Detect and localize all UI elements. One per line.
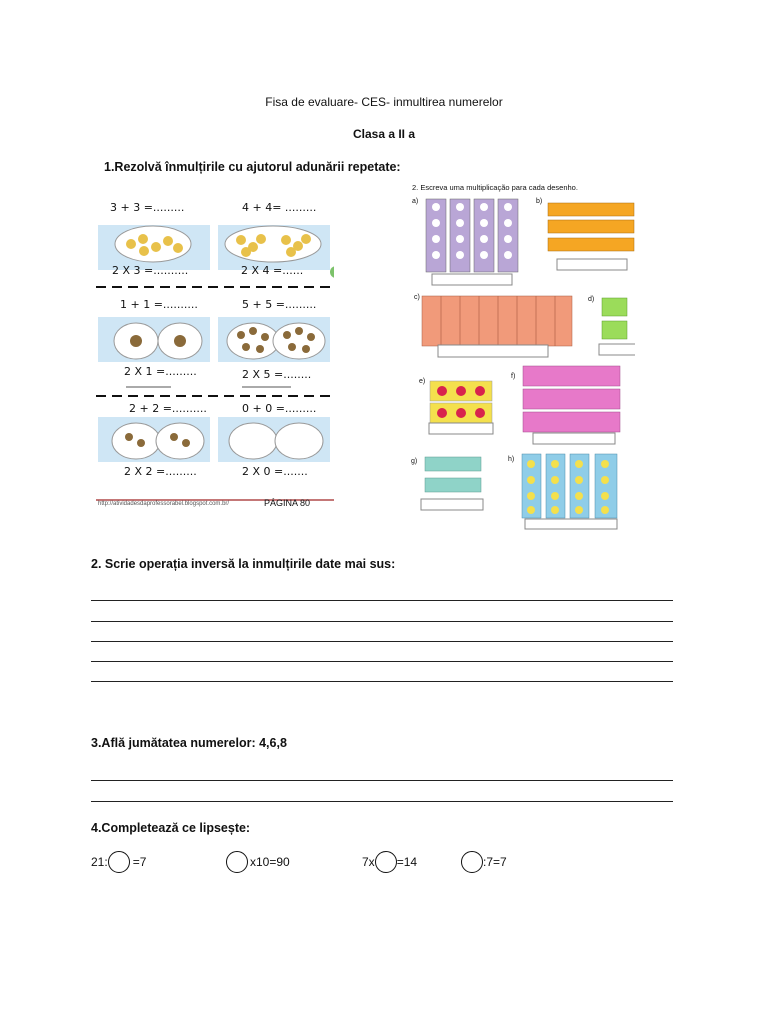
q4-item-1-before: 21: [91, 855, 108, 869]
answer-line[interactable] [91, 641, 673, 642]
answer-line[interactable] [91, 661, 673, 662]
label-g: g) [411, 458, 418, 465]
worksheet-left [96, 195, 334, 513]
q4-item-2-after: x10=90 [250, 855, 290, 869]
answer-line[interactable] [91, 801, 673, 802]
blank-circle[interactable] [461, 851, 483, 873]
q4-heading: 4.Completează ce lipsește: [91, 821, 251, 835]
q4-item-1 [91, 851, 146, 873]
worksheet-right-heading: 2. Escreva uma multiplicação para cada desenho. [412, 183, 578, 192]
answer-line[interactable] [91, 681, 673, 682]
q4-item-3-after: =14 [396, 855, 418, 869]
exercise-mul-2: 2 X 4 =...... [241, 264, 304, 277]
label-f: f) [511, 373, 516, 380]
exercise-mul-1: 2 X 3 =.......... [112, 264, 189, 277]
q4-item-1-after: =7 [132, 855, 147, 869]
label-h: h) [508, 456, 515, 463]
page-title: Fisa de evaluare- CES- inmultirea numerelor [265, 95, 503, 109]
exercise-sum-3: 1 + 1 =.......... [120, 298, 198, 311]
blank-circle[interactable] [226, 851, 248, 873]
exercise-sum-6: 0 + 0 =......... [242, 402, 317, 415]
q2-heading: 2. Scrie operația inversă la inmulțirile date mai sus: [91, 557, 396, 571]
exercise-sum-4: 5 + 5 =......... [242, 298, 317, 311]
q4-item-4 [461, 851, 507, 873]
worksheet-right-art [405, 183, 635, 533]
exercise-mul-6: 2 X 0 =....... [242, 465, 308, 478]
blank-circle[interactable] [108, 851, 130, 873]
label-c: c) [414, 294, 420, 301]
label-a: a) [412, 198, 419, 205]
q1-heading: 1.Rezolvă înmulțirile cu ajutorul adunării repetate: [104, 160, 401, 174]
source-url: http://atividadesdaprofessorabel.blogspot.com.br/ [98, 501, 230, 507]
q4-item-4-after: :7=7 [483, 855, 507, 869]
label-b: b) [536, 198, 543, 205]
q4-item-3-before: 7x [362, 855, 375, 869]
page-number: PÁGINA 80 [264, 498, 311, 508]
label-d: d) [588, 296, 595, 303]
blank-circle[interactable] [375, 851, 397, 873]
answer-line[interactable] [91, 600, 673, 601]
exercise-mul-5: 2 X 2 =......... [124, 465, 197, 478]
q4-item-2 [226, 851, 290, 873]
exercise-mul-4: 2 X 5 =........ [242, 368, 312, 381]
exercise-sum-2: 4 + 4= ......... [242, 201, 317, 214]
exercise-sum-1: 3 + 3 =......... [110, 201, 185, 214]
answer-line[interactable] [91, 780, 673, 781]
worksheet-right [405, 183, 635, 533]
exercise-mul-3: 2 X 1 =......... [124, 365, 197, 378]
exercise-sum-5: 2 + 2 =.......... [129, 402, 207, 415]
q4-item-3 [362, 851, 417, 873]
label-e: e) [419, 378, 426, 385]
q3-heading: 3.Află jumătatea numerelor: 4,6,8 [91, 736, 287, 750]
class-label: Clasa a II a [352, 127, 416, 141]
answer-line[interactable] [91, 621, 673, 622]
